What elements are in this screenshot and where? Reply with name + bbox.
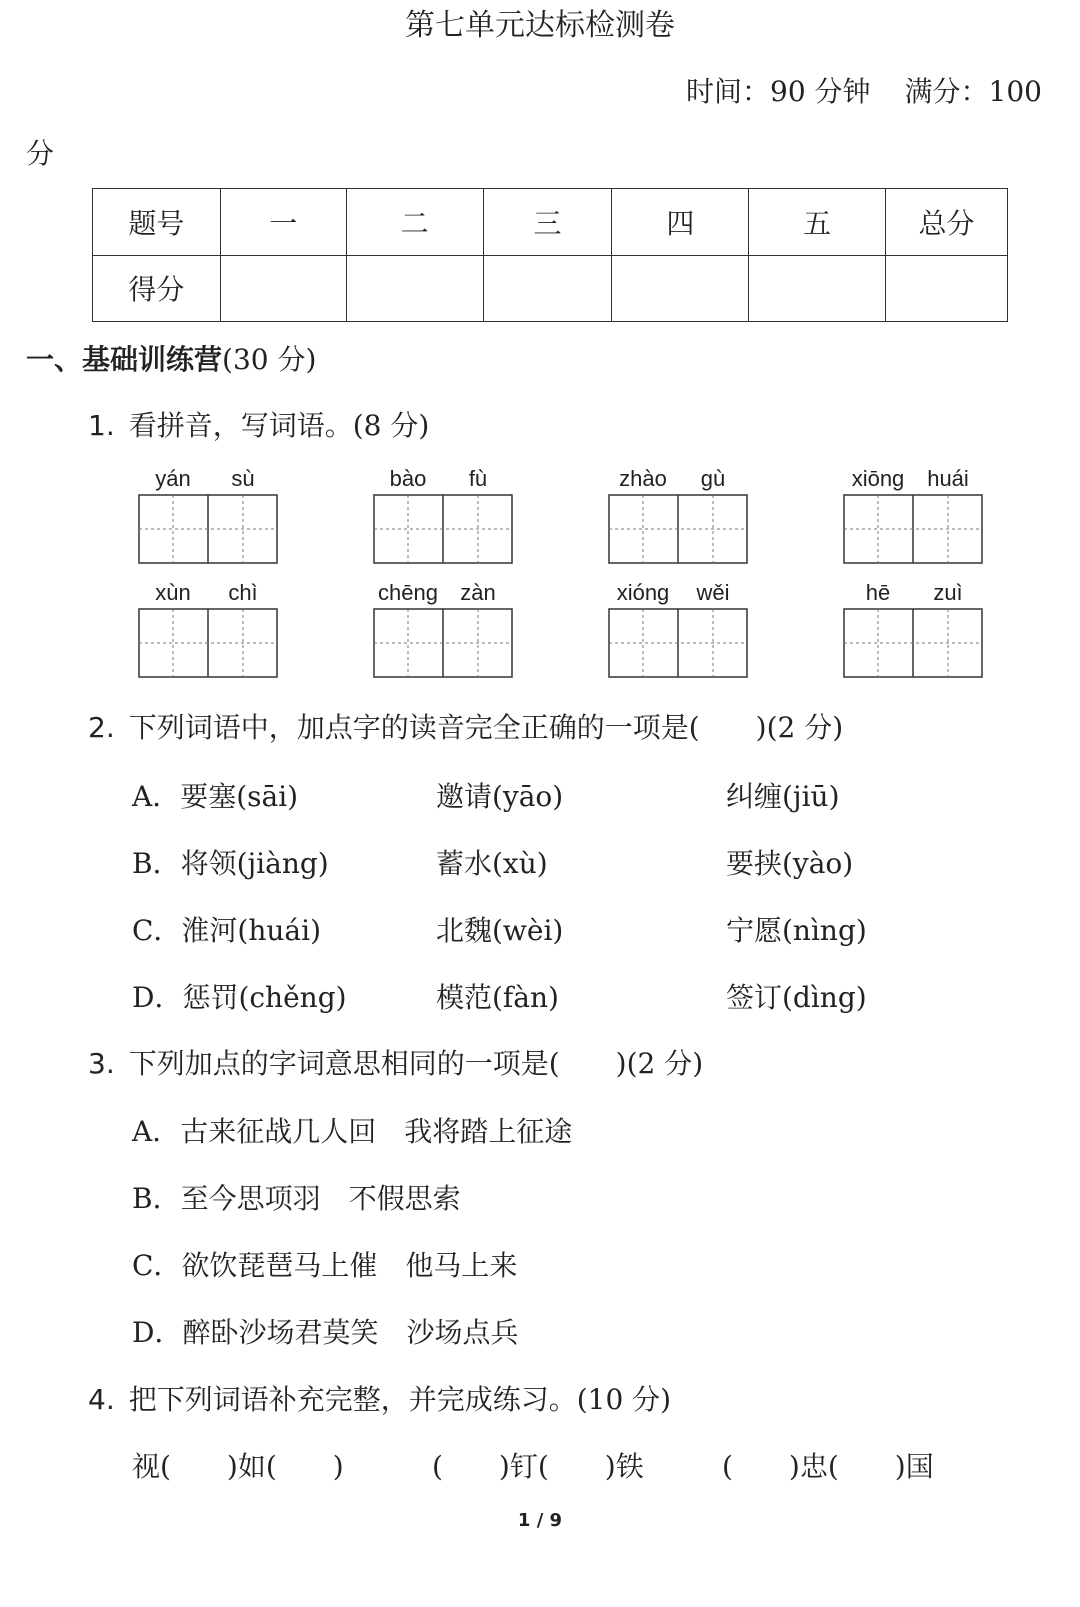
q2-option-b-2: 蓄水(xù) (436, 847, 548, 880)
question-text: 下列词语中，加点字的读音完全正确的一项是( )(2 分) (128, 711, 844, 744)
score-table-header-row (93, 189, 1008, 256)
question-text: 看拼音，写词语。(8 分) (128, 409, 430, 442)
pinyin-item (373, 466, 513, 566)
pinyin-item (843, 580, 983, 680)
pinyin-label: zhào (619, 466, 667, 491)
score-table-header: 四 (612, 189, 749, 256)
page-title: 第七单元达标检测卷 (405, 8, 675, 43)
writing-grid[interactable] (843, 494, 983, 564)
q4-blank-2[interactable]: ( )钉( )铁 (432, 1450, 644, 1483)
question-number: 3. (88, 1047, 115, 1080)
question-3 (88, 1042, 703, 1082)
pinyin-label: sù (231, 466, 255, 491)
q2-option-c-3: 宁愿(nìng) (726, 914, 867, 947)
pinyin-label: huái (927, 466, 969, 491)
exam-full-score-unit: 分 (26, 137, 55, 170)
exam-meta (686, 70, 1042, 110)
score-table-score-row (93, 255, 1008, 322)
pinyin-item (608, 580, 748, 680)
q2-option-b-1: B．将领(jiàng) (132, 847, 329, 880)
q3-option-c: C．欲饮琵琶马上催 他马上来 (132, 1249, 518, 1282)
pinyin-item (608, 466, 748, 566)
question-number: 4. (88, 1383, 115, 1416)
pinyin-label: chēng (378, 580, 438, 605)
writing-grid[interactable] (608, 494, 748, 564)
question-4 (88, 1378, 671, 1418)
pinyin-item (373, 580, 513, 680)
q2-option-d-1: D．惩罚(chěng) (132, 981, 347, 1014)
score-table-header: 一 (220, 189, 346, 256)
question-number: 2. (88, 711, 115, 744)
q2-option-a-1: A．要塞(sāi) (132, 780, 299, 813)
writing-grid[interactable] (608, 608, 748, 678)
q2-option-d-2: 模范(fàn) (436, 981, 559, 1014)
page-number: 1 / 9 (517, 1510, 563, 1531)
q2-option-a-3: 纠缠(jiū) (726, 780, 840, 813)
section-title: 一、基础训练营 (26, 343, 223, 376)
pinyin-label: hē (865, 580, 891, 605)
pinyin-item (843, 466, 983, 566)
q2-option-d-3: 签订(dìng) (726, 981, 867, 1014)
score-table-header: 总分 (886, 189, 1008, 256)
q4-blank-3[interactable]: ( )忠( )国 (722, 1450, 934, 1483)
exam-time: 时间：90 分钟 (686, 75, 871, 108)
pinyin-item (138, 580, 278, 680)
score-table-header: 三 (483, 189, 612, 256)
q3-option-b: B．至今思项羽 不假思索 (132, 1182, 461, 1215)
score-cell[interactable] (220, 255, 346, 322)
score-cell[interactable] (346, 255, 483, 322)
section-score: (30 分) (222, 343, 317, 376)
pinyin-label: bào (389, 466, 427, 491)
q2-option-c-1: C．淮河(huái) (132, 914, 321, 947)
score-row-label: 得分 (93, 255, 221, 322)
exam-full-score: 满分：100 (904, 75, 1042, 108)
pinyin-label: xióng (616, 580, 670, 605)
writing-grid[interactable] (138, 608, 278, 678)
writing-grid[interactable] (843, 608, 983, 678)
q4-blank-1[interactable]: 视( )如( ) (132, 1450, 344, 1483)
pinyin-label: zuì (933, 580, 963, 605)
writing-grid[interactable] (138, 494, 278, 564)
writing-grid[interactable] (373, 494, 513, 564)
pinyin-label: gù (700, 466, 726, 491)
pinyin-label: xiōng (851, 466, 905, 491)
score-cell[interactable] (612, 255, 749, 322)
score-table-header: 五 (749, 189, 886, 256)
writing-grid[interactable] (373, 608, 513, 678)
score-table-header: 二 (346, 189, 483, 256)
question-number: 1. (88, 409, 115, 442)
pinyin-label: chì (228, 580, 258, 605)
question-text: 下列加点的字词意思相同的一项是( )(2 分) (128, 1047, 704, 1080)
score-cell[interactable] (886, 255, 1008, 322)
q2-option-c-2: 北魏(wèi) (436, 914, 564, 947)
q3-option-d: D．醉卧沙场君莫笑 沙场点兵 (132, 1316, 519, 1349)
pinyin-item (138, 466, 278, 566)
q2-option-a-2: 邀请(yāo) (436, 780, 564, 813)
pinyin-label: yán (155, 466, 191, 491)
pinyin-label: xùn (155, 580, 191, 605)
score-table (92, 188, 1008, 322)
pinyin-label: fù (468, 466, 488, 491)
section-heading (26, 338, 316, 378)
score-table-header: 题号 (93, 189, 221, 256)
question-2 (88, 706, 843, 746)
question-text: 把下列词语补充完整，并完成练习。(10 分) (128, 1383, 672, 1416)
score-cell[interactable] (749, 255, 886, 322)
pinyin-label: zàn (460, 580, 496, 605)
q3-option-a: A．古来征战几人回 我将踏上征途 (132, 1115, 573, 1148)
q2-option-b-3: 要挟(yào) (726, 847, 854, 880)
question-1 (88, 404, 429, 444)
score-cell[interactable] (483, 255, 612, 322)
pinyin-label: wěi (696, 580, 730, 605)
